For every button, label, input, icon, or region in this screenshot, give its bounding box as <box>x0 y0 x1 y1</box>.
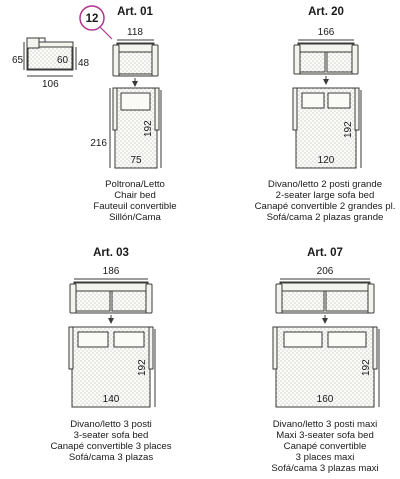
art-20-width-label: 166 <box>317 27 335 38</box>
art-20-bed-right-frame <box>355 88 359 130</box>
art-01-caption-line: Sillón/Cama <box>109 212 161 223</box>
art-20-seat-cushion-right <box>327 52 352 72</box>
art-03-bed-left-frame <box>69 327 73 369</box>
art-01-right-arm <box>152 45 158 76</box>
art-20-bed-length-label: 192 <box>343 121 354 138</box>
art-01-bed-width-label: 75 <box>130 155 142 166</box>
art-03-bed-right-frame <box>149 327 153 369</box>
side-view <box>12 38 90 90</box>
art-20-pillow-right <box>328 93 350 108</box>
art-07-seat-cushion-right <box>326 291 368 311</box>
art-07-pillow-left <box>284 332 322 347</box>
art-03-pillow-right <box>114 332 144 347</box>
art-03-backrest <box>75 283 147 291</box>
badge-number: 12 <box>85 13 99 25</box>
art-20-caption-line: 2-seater large sofa bed <box>275 190 375 201</box>
art-07-backrest <box>281 283 369 291</box>
art-20-seat-cushion-left <box>300 52 325 72</box>
art-07-caption-line: Maxi 3-seater sofa bed <box>276 430 374 441</box>
art-03-width-label: 186 <box>102 266 120 277</box>
art-01-left-arm <box>113 45 119 76</box>
art-20-backrest <box>299 44 353 52</box>
side-view-seat-height-label: 48 <box>78 58 90 69</box>
art-20-bed-width-label: 120 <box>317 155 335 166</box>
art-20-right-arm <box>352 45 358 74</box>
art-20-bed-left-frame <box>293 88 297 130</box>
art-07-bed-length-label: 192 <box>361 359 372 376</box>
product-art-01 <box>90 6 176 223</box>
art-07-width-label: 206 <box>316 266 334 277</box>
art-03-title: Art. 03 <box>93 247 129 259</box>
art-07-bed-width-label: 160 <box>316 394 334 405</box>
art-07-caption <box>271 419 378 474</box>
art-20-caption-line: Divano/letto 2 posti grande <box>267 179 383 190</box>
art-03-seat-cushion-left <box>76 291 110 311</box>
art-20-caption <box>255 179 396 223</box>
art-07-caption-line: Sofá/cama 3 plazas maxi <box>271 463 379 474</box>
badge-pointer <box>100 27 112 39</box>
art-07-right-arm <box>368 284 374 313</box>
art-01-bed-left-frame <box>113 88 117 130</box>
art-03-bed-width-label: 140 <box>102 394 120 405</box>
art-20-caption-line: Sofá/cama 2 plazas grande <box>266 212 384 223</box>
art-03-caption-line: 3-seater sofa bed <box>73 430 149 441</box>
product-art-03 <box>50 247 171 463</box>
side-view-seat-depth-label: 60 <box>57 55 69 66</box>
catalog-badge <box>80 6 112 39</box>
art-03-bed-length-label: 192 <box>137 359 148 376</box>
art-03-caption-line: Canapé convertible 3 places <box>50 441 172 452</box>
side-view-height-label: 65 <box>12 55 24 66</box>
art-03-caption-line: Sofá/cama 3 plazas <box>68 452 154 463</box>
art-03-caption <box>50 419 171 463</box>
art-01-caption-line: Poltrona/Letto <box>105 179 165 190</box>
art-20-caption-line: Canapé convertible 2 grandes pl. <box>254 201 396 212</box>
art-01-bed-length-label: 192 <box>143 120 154 137</box>
art-01-backrest <box>118 44 153 52</box>
art-01-bed-right-frame <box>155 88 159 130</box>
art-03-left-arm <box>70 284 76 313</box>
art-01-caption-line: Fauteuil convertible <box>93 201 177 212</box>
art-07-seat-cushion-left <box>282 291 324 311</box>
art-07-caption-line: 3 places maxi <box>295 452 355 463</box>
art-07-left-arm <box>276 284 282 313</box>
art-03-seat-cushion-right <box>112 291 146 311</box>
side-view-length-label: 106 <box>42 79 59 90</box>
art-07-caption-line: Divano/letto 3 posti maxi <box>272 419 378 430</box>
art-07-title: Art. 07 <box>307 247 343 259</box>
art-01-caption-line: Chair bed <box>114 190 156 201</box>
art-07-bed-left-frame <box>273 327 277 369</box>
art-07-pillow-right <box>328 332 366 347</box>
art-03-right-arm <box>146 284 152 313</box>
art-20-left-arm <box>294 45 300 74</box>
art-03-caption-line: Divano/letto 3 posti <box>70 419 152 430</box>
side-view-backrest <box>27 38 39 48</box>
art-01-pillow <box>121 93 150 110</box>
art-01-caption <box>93 179 176 223</box>
art-03-pillow-left <box>78 332 108 347</box>
art-01-total-length-label: 216 <box>90 138 107 149</box>
art-20-pillow-left <box>302 93 324 108</box>
art-01-seat-cushion <box>119 52 152 74</box>
product-art-07 <box>271 247 379 474</box>
art-07-bed-right-frame <box>373 327 377 369</box>
art-01-title: Art. 01 <box>117 6 153 18</box>
product-art-20 <box>255 6 396 223</box>
art-07-caption-line: Canapé convertible <box>283 441 367 452</box>
art-01-width-label: 118 <box>127 27 143 38</box>
art-20-title: Art. 20 <box>308 6 344 18</box>
